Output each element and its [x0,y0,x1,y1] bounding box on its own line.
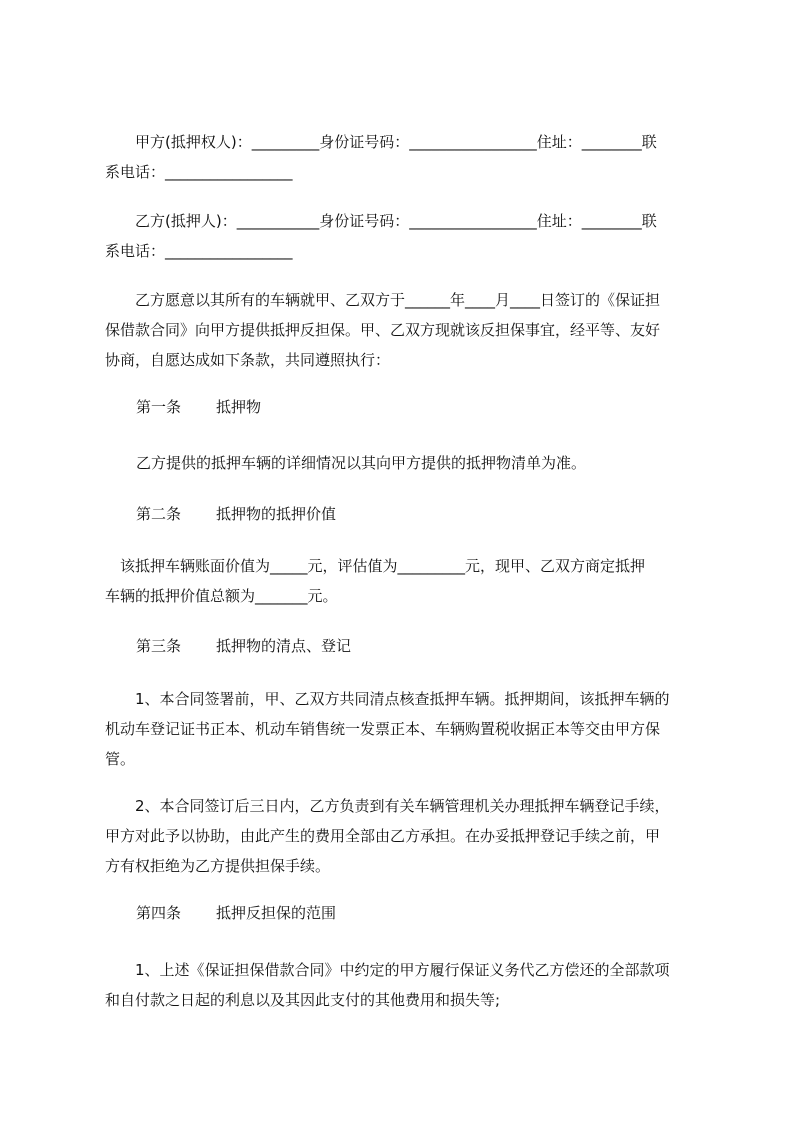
article-4-paragraph-1 [105,955,705,1015]
article-1-heading [136,392,736,422]
text-line: 1、上述《保证担保借款合同》中约定的甲方履行保证义务代乙方偿还的全部款项 [105,961,670,979]
text-line: 车辆的抵押价值总额为_______元。 [105,587,338,605]
text-line: 2、本合同签订后三日内，乙方负责到有关车辆管理机关办理抵押车辆登记手续， [105,797,670,815]
intro-paragraph [105,285,705,375]
article-title: 抵押物的抵押价值 [216,505,337,523]
article-number: 第二条 [136,505,182,523]
text-line: 系电话：_________________ [105,163,293,181]
article-number: 第四条 [136,904,182,922]
article-number: 第一条 [136,398,182,416]
article-3-heading [136,631,736,661]
article-3-paragraph-2 [105,791,705,881]
article-title: 抵押物 [216,398,262,416]
text-line: 乙方(抵押人)：___________身份证号码：_________________住址：________联 [105,212,657,230]
article-2-heading [136,499,736,529]
text-line: 管。 [105,750,136,768]
article-title: 抵押反担保的范围 [216,904,337,922]
article-4-heading [136,898,736,928]
text-line: 协商，自愿达成如下条款，共同遵照执行： [105,351,391,369]
text-line: 甲方(抵押权人)：_________身份证号码：_________________住址：________联 [105,133,657,151]
text-line: 和自付款之日起的利息以及其因此支付的其他费用和损失等; [105,991,501,1009]
article-number: 第三条 [136,637,182,655]
text-line: 该抵押车辆账面价值为_____元，评估值为_________元，现甲、乙双方商定抵押 [105,557,646,575]
text-line: 机动车登记证书正本、机动车销售统一发票正本、车辆购置税收据正本等交由甲方保 [105,720,661,738]
text-line: 方有权拒绝为乙方提供担保手续。 [105,857,331,875]
article-3-paragraph-1 [105,684,705,774]
text-line: 系电话：_________________ [105,242,293,260]
article-1-body [136,448,736,478]
text-line: 乙方提供的抵押车辆的详细情况以其向甲方提供的抵押物清单为准。 [136,454,587,472]
text-line: 1、本合同签署前，甲、乙双方共同清点核查抵押车辆。抵押期间，该抵押车辆的 [105,690,670,708]
article-2-body [105,551,705,611]
party-b-paragraph [105,206,705,266]
party-a-paragraph [105,127,705,187]
text-line: 甲方对此予以协助，由此产生的费用全部由乙方承担。在办妥抵押登记手续之前，甲 [105,827,661,845]
text-line: 保借款合同》向甲方提供抵押反担保。甲、乙双方现就该反担保事宜，经平等、友好 [105,321,661,339]
text-line: 乙方愿意以其所有的车辆就甲、乙双方于______年____月____日签订的《保证担 [105,291,661,309]
article-title: 抵押物的清点、登记 [216,637,352,655]
